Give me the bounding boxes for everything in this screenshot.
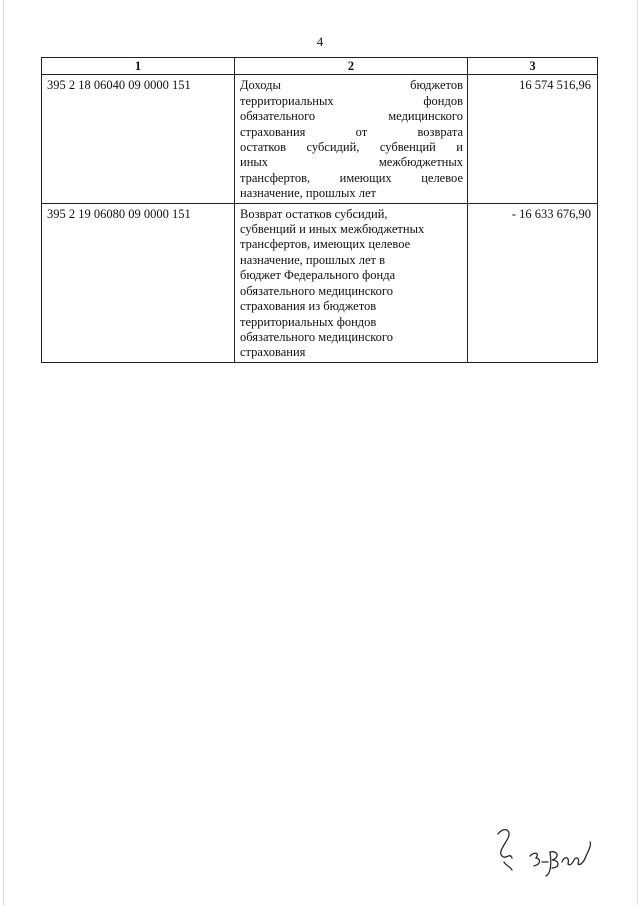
amount-cell: - 16 633 676,90 — [468, 203, 598, 362]
handwritten-signature — [490, 822, 600, 882]
description-line: страхования из бюджетов — [240, 299, 377, 314]
description-line: остатков субсидий, субвенций и — [240, 140, 463, 155]
budget-code-cell: 395 2 19 06080 09 0000 151 — [42, 203, 235, 362]
table-row — [42, 75, 598, 203]
description-line: иных межбюджетных — [240, 155, 463, 170]
description-line: территориальных фондов — [240, 314, 377, 329]
description-line: страхования от возврата — [240, 124, 463, 139]
budget-table — [41, 57, 598, 363]
header-col-2: 2 — [235, 58, 468, 75]
description-line: обязательного медицинского — [240, 109, 463, 124]
signature-icon — [490, 822, 600, 882]
budget-code-cell: 395 2 18 06040 09 0000 151 — [42, 75, 235, 203]
page-number: 4 — [316, 34, 324, 49]
amount-cell: 16 574 516,96 — [468, 75, 598, 203]
description-line: Доходы бюджетов — [240, 78, 463, 93]
table-header-row — [42, 58, 598, 75]
description-line: территориальных фондов — [240, 93, 463, 108]
description-line: бюджет Федерального фонда — [240, 268, 396, 283]
description-line: обязательного медицинского — [240, 283, 394, 298]
description-line: обязательного медицинского — [240, 329, 394, 344]
description-line: субвенций и иных межбюджетных — [240, 222, 425, 237]
scan-edge-left — [3, 0, 4, 905]
description-line: трансфертов, имеющих целевое — [240, 170, 463, 185]
description-line: назначение, прошлых лет в — [240, 252, 386, 267]
description-cell — [235, 75, 468, 203]
description-line: назначение, прошлых лет — [240, 186, 376, 201]
description-cell — [235, 203, 468, 362]
header-col-1: 1 — [42, 58, 235, 75]
description-line: Возврат остатков субсидий, — [240, 206, 388, 221]
header-col-3: 3 — [468, 58, 598, 75]
scan-edge-right — [637, 0, 638, 905]
description-line: трансфертов, имеющих целевое — [240, 237, 411, 252]
description-line: страхования — [240, 345, 306, 360]
table-row — [42, 203, 598, 362]
